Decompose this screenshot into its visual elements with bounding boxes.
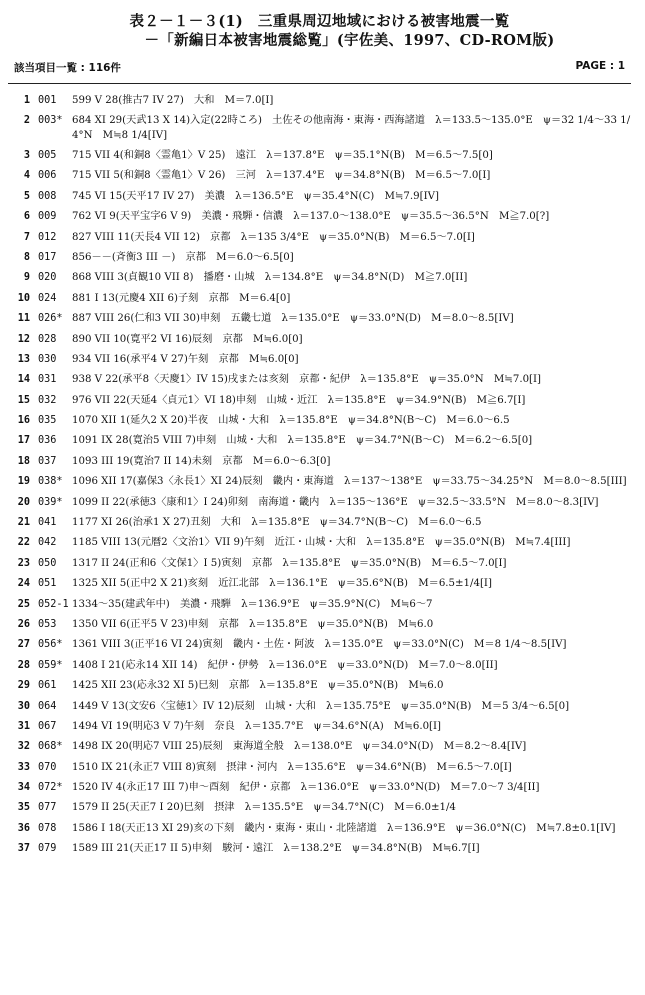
entry-code: 036 <box>38 435 57 447</box>
list-item <box>8 496 631 510</box>
entry-description: 1589 III 21(天正17 II 5)申刻 駿河・遠江 λ＝138.2°E ψ＝34.8°N(B) M≒6.7[I] <box>72 843 480 855</box>
list-item <box>8 373 631 387</box>
list-item <box>8 114 631 142</box>
list-item <box>8 740 631 754</box>
list-item <box>8 638 631 652</box>
entry-code: 041 <box>38 517 57 529</box>
entry-number: 21 <box>17 517 30 529</box>
earthquake-list <box>8 94 631 856</box>
entry-code: 009 <box>38 211 57 223</box>
entry-number: 11 <box>17 313 30 325</box>
list-item <box>8 679 631 693</box>
entry-description: 599 V 28(推古7 IV 27) 大和 M＝7.0[I] <box>72 95 274 106</box>
entry-number: 4 <box>23 170 30 182</box>
entry-code: 012 <box>38 231 57 243</box>
entry-number: 20 <box>17 496 30 508</box>
list-item <box>8 455 631 469</box>
entry-code: 020 <box>38 272 57 284</box>
entry-code: 003* <box>38 115 63 127</box>
entry-number: 34 <box>17 782 30 794</box>
list-item <box>8 231 631 245</box>
entry-description: 1096 XII 17(嘉保3〈永長1〉XI 24)辰刻 畿内・東海道 λ＝137～138°E ψ＝33.75～34.25°N M＝8.0～8.5[III] <box>72 476 627 488</box>
entry-description: 934 VII 16(承平4 V 27)午刻 京都 M≒6.0[0] <box>72 353 299 365</box>
entry-description: 1350 VII 6(正平5 V 23)申刻 京都 λ＝135.8°E ψ＝35.0°N(B) M≒6.0 <box>72 618 434 630</box>
entry-description: 1494 VI 19(明応3 V 7)午刻 奈良 λ＝135.7°E ψ＝34.6°N(A) M≒6.0[I] <box>72 720 442 732</box>
entry-code: 052-1 <box>38 598 69 610</box>
entry-description: 881 I 13(元慶4 XII 6)子刻 京都 M＝6.4[0] <box>72 292 291 304</box>
entry-number: 31 <box>17 720 30 732</box>
list-item <box>8 557 631 571</box>
list-item <box>8 781 631 795</box>
document-title <box>8 0 631 50</box>
divider <box>8 83 631 84</box>
entry-code: 035 <box>38 415 57 427</box>
list-item <box>8 210 631 224</box>
list-item <box>8 577 631 591</box>
list-item <box>8 598 631 612</box>
entry-number: 13 <box>17 353 30 365</box>
list-item <box>8 353 631 367</box>
list-item <box>8 312 631 326</box>
list-item <box>8 414 631 428</box>
entry-number: 37 <box>17 843 30 855</box>
item-count: 該当項目一覧 : 116件 <box>14 62 121 74</box>
title-line-2: －「新編日本被害地震総覧」(宇佐美、1997、CD-ROM版) <box>144 32 555 49</box>
entry-description: 715 VII 4(和銅8〈霊亀1〉V 25) 遠江 λ＝137.8°E ψ＝35.1°N(B) M＝6.5～7.5[0] <box>72 149 493 161</box>
entry-code: 005 <box>38 149 57 161</box>
entry-number: 15 <box>17 394 30 406</box>
list-item <box>8 822 631 836</box>
entry-code: 001 <box>38 95 57 106</box>
entry-code: 032 <box>38 394 57 406</box>
entry-number: 30 <box>17 700 30 712</box>
entry-number: 19 <box>17 476 30 488</box>
list-item <box>8 618 631 632</box>
entry-description: 1361 VIII 3(正平16 VI 24)寅刻 畿内・土佐・阿波 λ＝135.0°E ψ＝33.0°N(C) M＝8 1/4～8.5[IV] <box>72 639 567 651</box>
list-item <box>8 842 631 856</box>
entry-number: 18 <box>17 455 30 467</box>
entry-description: 1510 IX 21(永正7 VIII 8)寅刻 摂津・河内 λ＝135.6°E ψ＝34.6°N(B) M＝6.5～7.0[I] <box>72 761 512 773</box>
entry-description: 938 V 22(承平8〈天慶1〉IV 15)戌または亥刻 京都・紀伊 λ＝135.8°E ψ＝35.0°N M≒7.0[I] <box>72 374 542 386</box>
entry-number: 28 <box>17 659 30 671</box>
entry-description: 1579 II 25(天正7 I 20)巳刻 摂津 λ＝135.5°E ψ＝34.7°N(C) M＝6.0±1/4 <box>72 802 456 814</box>
entry-number: 1 <box>23 95 30 106</box>
entry-number: 9 <box>23 272 30 284</box>
entry-description: 887 VIII 26(仁和3 VII 30)申刻 五畿七道 λ＝135.0°E ψ＝33.0°N(D) M＝8.0～8.5[IV] <box>72 313 514 325</box>
list-item <box>8 251 631 265</box>
entry-number: 14 <box>17 374 30 386</box>
entry-description: 1070 XII 1(延久2 X 20)半夜 山城・大和 λ＝135.8°E ψ＝34.8°N(B～C) M＝6.0～6.5 <box>72 415 510 427</box>
entry-code: 008 <box>38 190 57 202</box>
title-line-1: 表２－１－３(1) 三重県周辺地域における被害地震一覧 <box>129 13 510 30</box>
entry-code: 026* <box>38 313 63 325</box>
list-item <box>8 720 631 734</box>
entry-number: 16 <box>17 415 30 427</box>
entry-code: 072* <box>38 782 63 794</box>
entry-number: 22 <box>17 537 30 549</box>
entry-number: 10 <box>17 292 30 304</box>
entry-code: 017 <box>38 251 57 263</box>
entry-code: 024 <box>38 292 57 304</box>
list-item <box>8 761 631 775</box>
entry-description: 1498 IX 20(明応7 VIII 25)辰刻 東海道全般 λ＝138.0°E ψ＝34.0°N(D) M＝8.2～8.4[IV] <box>72 741 527 753</box>
meta-row <box>8 60 631 75</box>
entry-code: 051 <box>38 578 57 590</box>
list-item <box>8 271 631 285</box>
entry-description: 1334～35(建武年中) 美濃・飛騨 λ＝136.9°E ψ＝35.9°N(C) M≒6～7 <box>72 598 433 610</box>
entry-description: 1099 II 22(承徳3〈康和1〉I 24)卯刻 南海道・畿内 λ＝135～136°E ψ＝32.5～33.5°N M＝8.0～8.3[IV] <box>72 496 599 508</box>
entry-code: 079 <box>38 843 57 855</box>
entry-number: 27 <box>17 639 30 651</box>
entry-code: 037 <box>38 455 57 467</box>
entry-description: 1408 I 21(応永14 XII 14) 紀伊・伊勢 λ＝136.0°E ψ＝33.0°N(D) M＝7.0～8.0[II] <box>72 659 498 671</box>
entry-number: 29 <box>17 680 30 692</box>
list-item <box>8 394 631 408</box>
entry-description: 856－－(斉衡3 III －) 京都 M＝6.0～6.5[0] <box>72 251 294 263</box>
entry-description: 1317 II 24(正和6〈文保1〉I 5)寅刻 京都 λ＝135.8°E ψ＝35.0°N(B) M＝6.5～7.0[I] <box>72 557 507 569</box>
entry-code: 030 <box>38 353 57 365</box>
entry-code: 006 <box>38 170 57 182</box>
entry-number: 2 <box>23 115 30 127</box>
entry-description: 1520 IV 4(永正17 III 7)申～酉刻 紀伊・京都 λ＝136.0°E ψ＝33.0°N(D) M＝7.0～7 3/4[II] <box>72 782 540 794</box>
entry-description: 1425 XII 23(応永32 XI 5)巳刻 京都 λ＝135.8°E ψ＝35.0°N(B) M≒6.0 <box>72 680 444 692</box>
entry-description: 1325 XII 5(正中2 X 21)亥刻 近江北部 λ＝136.1°E ψ＝35.6°N(B) M＝6.5±1/4[I] <box>72 578 492 590</box>
entry-code: 053 <box>38 618 57 630</box>
entry-number: 7 <box>23 231 30 243</box>
list-item <box>8 94 631 108</box>
entry-description: 1185 VIII 13(元暦2〈文治1〉VII 9)午刻 近江・山城・大和 λ＝135.8°E ψ＝35.0°N(B) M≒7.4[III] <box>72 537 571 549</box>
entry-number: 24 <box>17 578 30 590</box>
entry-code: 070 <box>38 761 57 773</box>
entry-description: 1091 IX 28(寛治5 VIII 7)申刻 山城・大和 λ＝135.8°E ψ＝34.7°N(B～C) M＝6.2～6.5[0] <box>72 435 533 447</box>
entry-description: 1093 III 19(寛治7 II 14)未刻 京都 M＝6.0～6.3[0] <box>72 455 331 467</box>
entry-code: 064 <box>38 700 57 712</box>
list-item <box>8 169 631 183</box>
entry-description: 1177 XI 26(治承1 X 27)丑刻 大和 λ＝135.8°E ψ＝34.7°N(B～C) M＝6.0～6.5 <box>72 517 482 529</box>
entry-number: 33 <box>17 761 30 773</box>
entry-code: 068* <box>38 741 63 753</box>
entry-code: 059* <box>38 659 63 671</box>
entry-number: 12 <box>17 333 30 345</box>
entry-number: 8 <box>23 251 30 263</box>
list-item <box>8 536 631 550</box>
entry-number: 36 <box>17 822 30 834</box>
list-item <box>8 659 631 673</box>
entry-description: 715 VII 5(和銅8〈霊亀1〉V 26) 三河 λ＝137.4°E ψ＝34.8°N(B) M＝6.5～7.0[I] <box>72 170 491 182</box>
entry-code: 038* <box>38 476 63 488</box>
entry-number: 17 <box>17 435 30 447</box>
entry-description: 827 VIII 11(天長4 VII 12) 京都 λ＝135 3/4°E ψ＝35.0°N(B) M＝6.5～7.0[I] <box>72 231 475 243</box>
list-item <box>8 700 631 714</box>
entry-number: 32 <box>17 741 30 753</box>
entry-description: 976 VII 22(天延4〈貞元1〉VI 18)申刻 山城・近江 λ＝135.8°E ψ＝34.9°N(B) M≧6.7[I] <box>72 394 526 406</box>
entry-code: 042 <box>38 537 57 549</box>
entry-number: 3 <box>23 149 30 161</box>
entry-description: 762 VI 9(天平宝字6 V 9) 美濃・飛騨・信濃 λ＝137.0～138.0°E ψ＝35.5～36.5°N M≧7.0[?] <box>72 211 550 223</box>
entry-code: 077 <box>38 802 57 814</box>
entry-number: 23 <box>17 557 30 569</box>
entry-number: 35 <box>17 802 30 814</box>
list-item <box>8 434 631 448</box>
entry-code: 028 <box>38 333 57 345</box>
entry-number: 26 <box>17 618 30 630</box>
entry-code: 050 <box>38 557 57 569</box>
list-item <box>8 292 631 306</box>
entry-description: 890 VII 10(寛平2 VI 16)辰刻 京都 M≒6.0[0] <box>72 333 303 345</box>
entry-description: 1449 V 13(文安6〈宝徳1〉IV 12)辰刻 山城・大和 λ＝135.75°E ψ＝35.0°N(B) M＝5 3/4～6.5[0] <box>72 700 570 712</box>
list-item <box>8 149 631 163</box>
entry-description: 745 VI 15(天平17 IV 27) 美濃 λ＝136.5°E ψ＝35.4°N(C) M≒7.9[IV] <box>72 190 439 202</box>
entry-description: 684 XI 29(天武13 X 14)入定(22時ころ) 土佐その他南海・東海・西海諸道 λ＝133.5～135.0°E ψ＝32 1/4～33 1/4°N M≒8 1/4[IV] <box>72 115 631 141</box>
entry-description: 1586 I 18(天正13 XI 29)亥の下刻 畿内・東海・東山・北陸諸道 λ＝136.9°E ψ＝36.0°N(C) M≒7.8±0.1[IV] <box>72 822 616 834</box>
list-item <box>8 475 631 489</box>
list-item <box>8 333 631 347</box>
entry-code: 039* <box>38 496 63 508</box>
entry-code: 067 <box>38 720 57 732</box>
entry-number: 5 <box>23 190 30 202</box>
entry-number: 6 <box>23 211 30 223</box>
entry-code: 078 <box>38 822 57 834</box>
entry-code: 056* <box>38 639 63 651</box>
entry-description: 868 VIII 3(貞観10 VII 8) 播磨・山城 λ＝134.8°E ψ＝34.8°N(D) M≧7.0[II] <box>72 272 468 284</box>
list-item <box>8 516 631 530</box>
entry-number: 25 <box>17 598 30 610</box>
list-item <box>8 801 631 815</box>
list-item <box>8 190 631 204</box>
entry-code: 031 <box>38 374 57 386</box>
page-number: PAGE : 1 <box>575 60 625 72</box>
entry-code: 061 <box>38 680 57 692</box>
